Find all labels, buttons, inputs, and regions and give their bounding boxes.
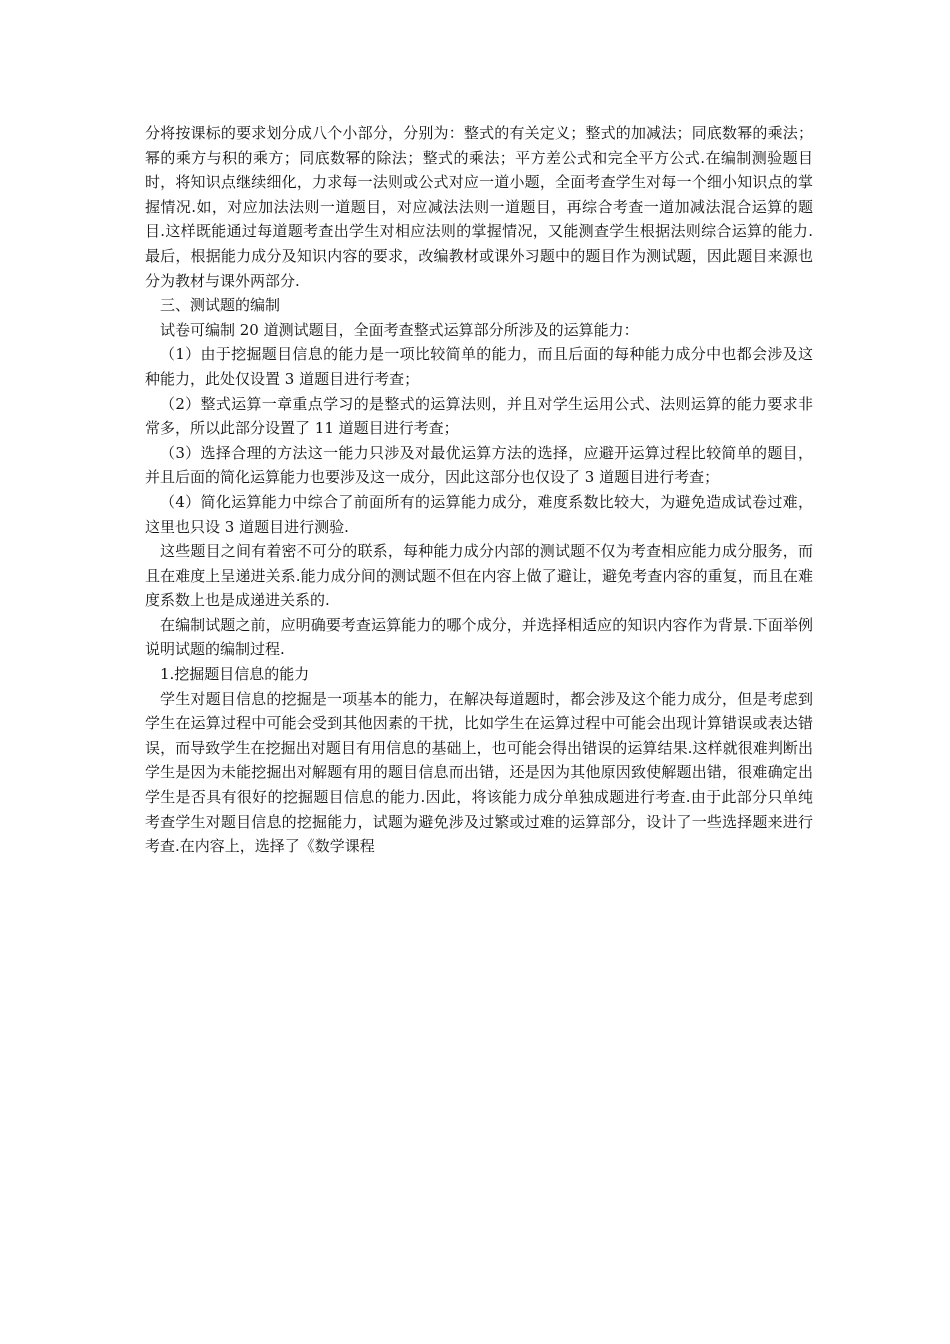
paragraph-before-compiling: 在编制试题之前，应明确要考查运算能力的哪个成分，并选择相适应的知识内容作为背景.下面举例说明试题的编制过程. [145,615,813,659]
list-item-1: （1）由于挖掘题目信息的能力是一项比较简单的能力，而且后面的每种能力成分中也都会涉及这种能力，此处仅设置 3 道题目进行考查； [145,345,813,388]
paragraph-continuation: 分将按课标的要求划分成八个小部分，分别为：整式的有关定义；整式的加减法；同底数幂的乘法；幂的乘方与积的乘方；同底数幂的除法；整式的乘法；平方差公式和完全平方公式.在编制测验题目时，将知识点继续细化，力求每一法则或公式对应一道小题，全面考查学生对每一个细小知识点的掌握情况.如，对应加法法则一道题目，对应减法法则一道题目，再综合考查一道加减法混合运算的题目.这样既能通过每道题考查出学生对相应法则的掌握情况，又能测查学生根据法则综合运算的能力.最后，根据能力成分及知识内容的要求，改编教材或课外习题中的题目作为测试题，因此题目来源也分为教材与课外两部分. [145,124,813,290]
list-item-4: （4）简化运算能力中综合了前面所有的运算能力成分，难度系数比较大，为避免造成试卷过难，这里也只设 3 道题目进行测验. [145,492,813,536]
paragraph-relations: 这些题目之间有着密不可分的联系，每种能力成分内部的测试题不仅为考查相应能力成分服务，而且在难度上呈递进关系.能力成分间的测试题不但在内容上做了避让，避免考查内容的重复，而且在难度系数上也是成递进关系的. [145,542,813,610]
list-item-2: （2）整式运算一章重点学习的是整式的运算法则，并且对学生运用公式、法则运算的能力要求非常多，所以此部分设置了 11 道题目进行考查； [145,394,813,438]
subheading-info-mining: 1.挖掘题目信息的能力 [160,665,310,684]
paragraph-test-overview: 试卷可编制 20 道测试题目，全面考查整式运算部分所涉及的运算能力： [160,320,639,339]
section-heading-test-compilation: 三、测试题的编制 [160,296,281,315]
paragraph-info-mining: 学生对题目信息的挖掘是一项基本的能力，在解决每道题时，都会涉及这个能力成分，但是考虑到学生在运算过程中可能会受到其他因素的干扰，比如学生在运算过程中可能会出现计算错误或表达错误，而导致学生在挖掘出对题目有用信息的基础上，也可能会得出错误的运算结果.这样就很难判断出学生是因为未能挖掘出对解题有用的题目信息而出错，还是因为其他原因致使解题出错，很难确定出学生是否具有很好的挖掘题目信息的能力.因此，将该能力成分单独成题进行考查.由于此部分只单纯考查学生对题目信息的挖掘能力，试题为避免涉及过繁或过难的运算部分，设计了一些选择题来进行考查.在内容上，选择了《数学课程 [145,689,813,856]
list-item-3: （3）选择合理的方法这一能力只涉及对最优运算方法的选择，应避开运算过程比较简单的题目，并且后面的简化运算能力也要涉及这一成分，因此这部分也仅设了 3 道题目进行考查； [145,443,813,487]
document-body [145,121,813,859]
